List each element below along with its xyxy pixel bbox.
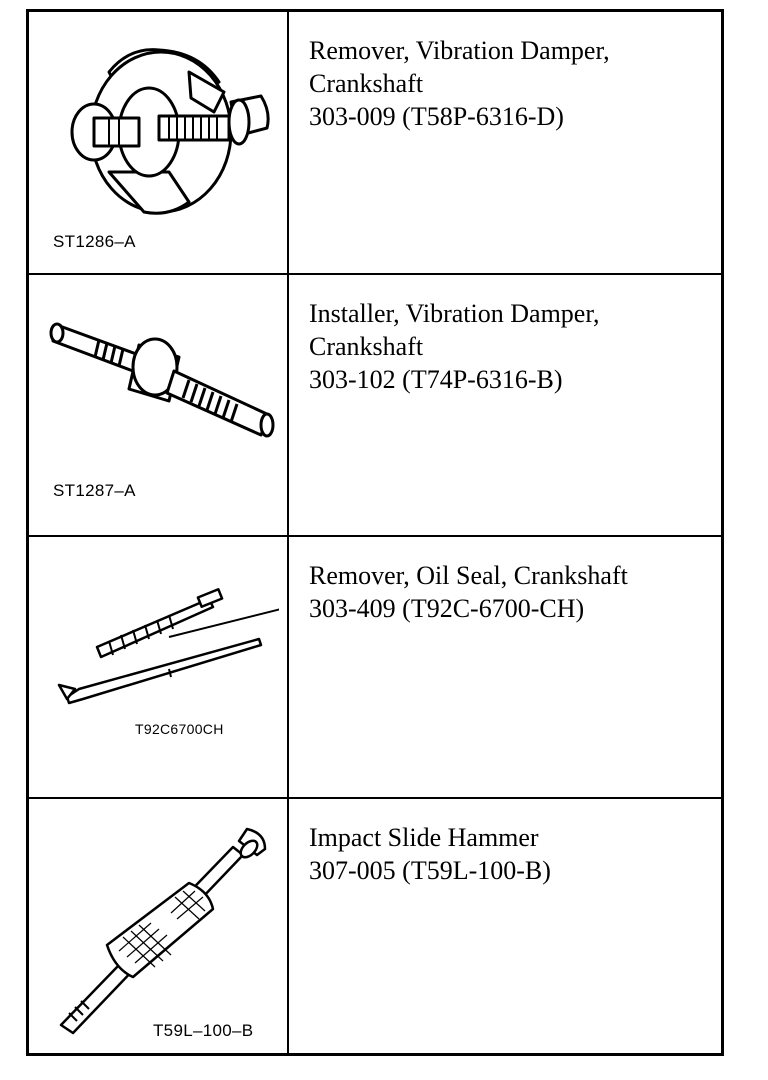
tool-number: 303-409 (T92C-6700-CH) — [309, 594, 585, 623]
tool-illustration-cell — [29, 12, 289, 273]
tool-description-cell — [291, 799, 721, 1053]
tool-number: 303-102 (T74P-6316-B) — [309, 365, 563, 394]
vibration-damper-remover-icon — [49, 32, 279, 222]
tool-name: Remover, Vibration Damper, — [309, 36, 610, 65]
tool-row — [29, 799, 721, 1053]
tool-row — [29, 12, 721, 275]
tool-name-cont: Crankshaft — [309, 69, 424, 98]
tool-description-cell — [291, 12, 721, 273]
tool-description — [309, 559, 628, 625]
tool-row — [29, 537, 721, 799]
figure-code: T92C6700CH — [135, 721, 224, 737]
tool-illustration-cell — [29, 799, 289, 1053]
tool-row — [29, 275, 721, 537]
tool-description-cell — [291, 275, 721, 535]
slide-hammer-icon — [43, 827, 283, 1037]
tool-number: 303-009 (T58P-6316-D) — [309, 102, 564, 131]
tool-illustration-cell — [29, 275, 289, 535]
tool-illustration-cell — [29, 537, 289, 797]
tool-name-cont: Crankshaft — [309, 332, 424, 361]
tool-name: Installer, Vibration Damper, — [309, 299, 600, 328]
figure-code: ST1286–A — [53, 232, 136, 251]
tool-name: Impact Slide Hammer — [309, 823, 539, 852]
vibration-damper-installer-icon — [49, 305, 279, 445]
special-tools-table — [26, 9, 724, 1056]
tool-description — [309, 821, 551, 887]
tool-description — [309, 34, 610, 133]
tool-description — [309, 297, 599, 396]
tool-name: Remover, Oil Seal, Crankshaft — [309, 561, 628, 590]
figure-code: ST1287–A — [53, 481, 136, 500]
figure-code: T59L–100–B — [153, 1021, 254, 1040]
tool-number: 307-005 (T59L-100-B) — [309, 856, 551, 885]
oil-seal-remover-icon — [49, 577, 279, 727]
tool-description-cell — [291, 537, 721, 797]
